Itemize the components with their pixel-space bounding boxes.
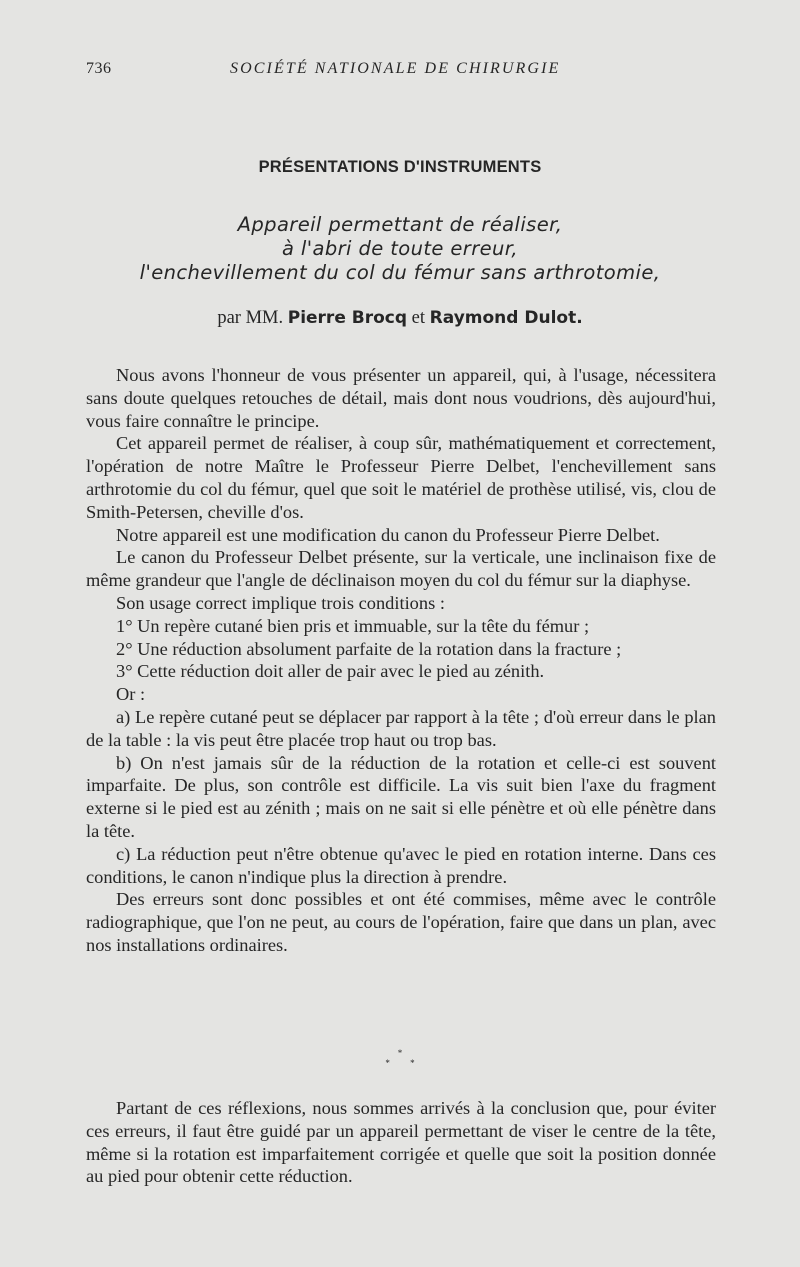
author-name: Pierre Brocq [287,308,408,328]
list-item: a) Le repère cutané peut se déplacer par rapport à la tête ; d'où erreur dans le plan de la table : la vis peut être placée trop haut ou trop bas. [86,706,716,750]
paragraph: Cet appareil permet de réaliser, à coup sûr, mathématiquement et correctement, l'opération de notre Maître le Professeur Pierre Delbet, l'enchevillement sans arthrotomie du col du fémur, quel que soit le matériel de prothèse utilisé, vis, clou de Smith-Petersen, cheville d'os. [86,433,716,522]
article-title-line-3: l'enchevillement du col du fémur sans arthrotomie, [139,261,661,284]
paragraph: Des erreurs sont donc possibles et ont été commises, même avec le contrôle radiographique, que l'on ne peut, au cours de l'opération, faire que dans un plan, avec nos installations ordinaires. [86,889,716,955]
article-title [0,213,800,285]
page-number: 736 [86,60,112,77]
section-title: PRÉSENTATIONS D'INSTRUMENTS [258,158,542,176]
journal-title: SOCIÉTÉ NATIONALE DE CHIRURGIE [230,60,561,77]
running-header [86,60,716,84]
asterism-top: * [397,1048,403,1058]
article-title-line-2: à l'abri de toute erreur, [281,237,519,260]
body-text [86,364,716,957]
body-text-continued [86,1097,716,1188]
list-item: c) La réduction peut n'être obtenue qu'avec le pied en rotation interne. Dans ces conditions, le canon n'indique plus la direction à prendre. [86,843,716,887]
byline-conjunction: et [411,308,426,328]
list-item: 2° Une réduction absolument parfaite de la rotation dans la fracture ; [116,638,622,659]
list-item: 3° Cette réduction doit aller de pair avec le pied au zénith. [116,661,545,682]
paragraph: Le canon du Professeur Delbet présente, sur la verticale, une inclinaison fixe de même grandeur que l'angle de déclinaison moyen du col du fémur sur la diaphyse. [86,547,716,591]
byline [0,308,800,329]
list-item: b) On n'est jamais sûr de la réduction de la rotation et celle-ci est souvent imparfaite. De plus, son contrôle est difficile. La vis suit bien l'axe du fragment externe si le pied est au zénith ; mais on ne sait si elle pénètre et où elle pénètre dans la tête. [86,752,716,841]
paragraph: Or : [116,684,146,705]
list-item: 1° Un repère cutané bien pris et immuable, sur la tête du fémur ; [116,615,590,636]
paragraph: Partant de ces réflexions, nous sommes arrivés à la conclusion que, pour éviter ces erreurs, il faut être guidé par un appareil permettant de viser le centre de la tête, même si la rotation est imparfaitement corrigée et quelle que soit la position donnée au pied pour obtenir cette réduction. [86,1098,716,1187]
byline-prefix: par MM. [217,308,284,328]
paragraph: Notre appareil est une modification du canon du Professeur Pierre Delbet. [116,524,660,545]
paragraph: Nous avons l'honneur de vous présenter un appareil, qui, à l'usage, nécessitera sans doute quelques retouches de détail, mais dont nous voudrions, dès aujourd'hui, vous faire connaître le principe. [86,365,716,431]
author-name: Raymond Dulot. [429,308,583,328]
paragraph: Son usage correct implique trois conditions : [116,592,445,613]
article-title-line-1: Appareil permettant de réaliser, [237,213,563,236]
asterism-bottom: * * [385,1058,424,1068]
asterism-divider [0,1048,800,1068]
